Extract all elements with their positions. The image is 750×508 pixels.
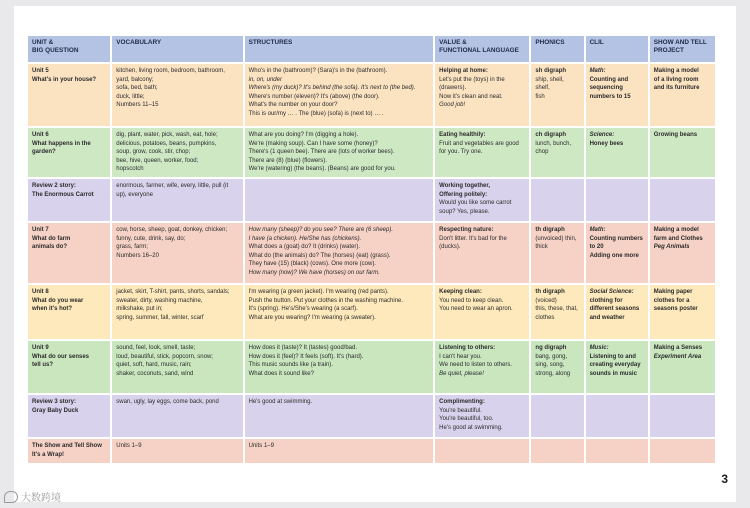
header-value: VALUE & FUNCTIONAL LANGUAGE: [435, 36, 529, 62]
phonics-cell: ng digraph bang, gong, sing, song, strong, along: [531, 341, 583, 393]
structures-cell: What are you doing? I'm (digging a hole). We're (making soup). Can I have some (honey)? There's (1 queen bee). There are (lots of worker bees). There are (8) (blue) (flowers). We're (watering) (the beans). (Beans) are good for you.: [245, 128, 434, 177]
header-structures: STRUCTURES: [245, 36, 434, 62]
clil-cell: Music: Listening to and creating everyday sounds in music: [586, 341, 648, 393]
structures-cell: I'm wearing (a green jacket). I'm wearing (red pants). Push the button. Put your clothes in the washing machine. It's (spring). He's/She's wearing (a scarf). What are you wearing? I'm wearing (a sweater).: [245, 285, 434, 339]
vocabulary-cell: Units 1–9: [112, 439, 242, 463]
header-unit: UNIT & BIG QUESTION: [28, 36, 110, 62]
clil-cell: Math: Counting and sequencing numbers to 15: [586, 64, 648, 126]
unit-cell: The Show and Tell Show It's a Wrap!: [28, 439, 110, 463]
watermark-text: 大数跨境: [21, 493, 61, 504]
vocabulary-cell: cow, horse, sheep, goat, donkey, chicken; funny, cute, drink, say, do; grass, farm; Numbers 16–20: [112, 223, 242, 283]
structures-cell: [245, 179, 434, 221]
value-cell: Respecting nature: Don't litter. It's bad for the (ducks).: [435, 223, 529, 283]
vocabulary-cell: enormous, farmer, wife, every, little, pull (it up), everyone: [112, 179, 242, 221]
table-row: [28, 395, 715, 437]
unit-cell: Unit 5 What's in your house?: [28, 64, 110, 126]
value-cell: Listening to others: I can't hear you. We need to listen to others. Be quiet, please!: [435, 341, 529, 393]
structures-cell: He's good at swimming.: [245, 395, 434, 437]
table-row: [28, 64, 715, 126]
header-row: [28, 36, 715, 62]
phonics-cell: ch digraph lunch, bunch, chop: [531, 128, 583, 177]
project-cell: Making a Senses Experiment Area: [650, 341, 715, 393]
page-number: 3: [721, 472, 728, 486]
unit-cell: Unit 7 What do farm animals do?: [28, 223, 110, 283]
unit-cell: Unit 9 What do our senses tell us?: [28, 341, 110, 393]
clil-cell: [586, 179, 648, 221]
phonics-cell: [531, 395, 583, 437]
project-cell: [650, 179, 715, 221]
value-cell: Eating healthily: Fruit and vegetables are good for you. Try one.: [435, 128, 529, 177]
phonics-cell: th digraph (voiced) this, these, that, clothes: [531, 285, 583, 339]
watermark: [4, 489, 61, 504]
value-cell: [435, 439, 529, 463]
clil-cell: [586, 395, 648, 437]
project-cell: Making a model of a living room and its furniture: [650, 64, 715, 126]
header-vocabulary: VOCABULARY: [112, 36, 242, 62]
header-phonics: PHONICS: [531, 36, 583, 62]
structures-cell: How many (sheep)? do you see? There are (6 sheep). I have (a chicken). He/She has (chickens). What does a (goat) do? It (drinks) (water). What do (the animals) do? The (horses) (eat) (grass). They have (15) (black) (cows). One more (cow). How many (now)? We have (horses) on our farm.: [245, 223, 434, 283]
project-cell: [650, 439, 715, 463]
header-project: SHOW AND TELL PROJECT: [650, 36, 715, 62]
clil-cell: Science: Honey bees: [586, 128, 648, 177]
vocabulary-cell: swan, ugly, lay eggs, come back, pond: [112, 395, 242, 437]
syllabus-table: [26, 34, 717, 465]
table-row: [28, 179, 715, 221]
clil-cell: [586, 439, 648, 463]
table-row: [28, 439, 715, 463]
unit-cell: Review 2 story: The Enormous Carrot: [28, 179, 110, 221]
clil-cell: Social Science: clothing for different seasons and weather: [586, 285, 648, 339]
phonics-cell: th digraph (unvoiced) thin, thick: [531, 223, 583, 283]
unit-cell: Unit 8 What do you wear when it's hot?: [28, 285, 110, 339]
phonics-cell: [531, 179, 583, 221]
structures-cell: How does it (taste)? It (tastes) good/bad. How does it (feel)? It feels (soft). It's (hard). This music sounds like (a train). What does it sound like?: [245, 341, 434, 393]
project-cell: Making a model farm and Clothes Peg Animals: [650, 223, 715, 283]
unit-cell: Review 3 story: Gray Baby Duck: [28, 395, 110, 437]
textbook-page: [14, 6, 736, 502]
structures-cell: Who's in the (bathroom)? (Sara)'s in the (bathroom). in, on, under Where's (my duck)? It's behind (the sofa). It's next to (the bed). Where's number (eleven)? It's (above) (the door). What's the number on your door? This is our/my … . The (blue) (sofa) is (next to) … .: [245, 64, 434, 126]
value-cell: Helping at home: Let's put the (toys) in the (drawers). Now it's clean and neat. Good job!: [435, 64, 529, 126]
structures-cell: Units 1–9: [245, 439, 434, 463]
value-cell: Complimenting: You're beautiful. You're beautiful, too. He's good at swimming.: [435, 395, 529, 437]
project-cell: [650, 395, 715, 437]
vocabulary-cell: jacket, skirt, T-shirt, pants, shorts, sandals; sweater, dirty, washing machine, milkshake, put in; spring, summer, fall, winter, scarf: [112, 285, 242, 339]
header-clil: CLIL: [586, 36, 648, 62]
table-row: [28, 223, 715, 283]
project-cell: Growing beans: [650, 128, 715, 177]
phonics-cell: sh digraph ship, shell, shelf, fish: [531, 64, 583, 126]
vocabulary-cell: kitchen, living room, bedroom, bathroom, yard, balcony; sofa, bed, bath; duck, little; Numbers 11–15: [112, 64, 242, 126]
unit-cell: Unit 6 What happens in the garden?: [28, 128, 110, 177]
watermark-logo-icon: [4, 491, 18, 503]
clil-cell: Math: Counting numbers to 20 Adding one more: [586, 223, 648, 283]
vocabulary-cell: dig, plant, water, pick, wash, eat, hole; delicious, potatoes, beans, pumpkins, soup, grow, cook, stir, chop; bee, hive, queen, worker, food; hopscotch: [112, 128, 242, 177]
value-cell: Keeping clean: You need to keep clean. You need to wear an apron.: [435, 285, 529, 339]
value-cell: Working together, Offering politely: Would you like some carrot soup? Yes, please.: [435, 179, 529, 221]
phonics-cell: [531, 439, 583, 463]
project-cell: Making paper clothes for a seasons poster: [650, 285, 715, 339]
table-row: [28, 285, 715, 339]
table-row: [28, 341, 715, 393]
vocabulary-cell: sound, feel, look, smell, taste; loud, beautiful, stick, popcorn, snow; quiet, soft, hard, music, rain; shaker, coconuts, sand, wind: [112, 341, 242, 393]
table-row: [28, 128, 715, 177]
